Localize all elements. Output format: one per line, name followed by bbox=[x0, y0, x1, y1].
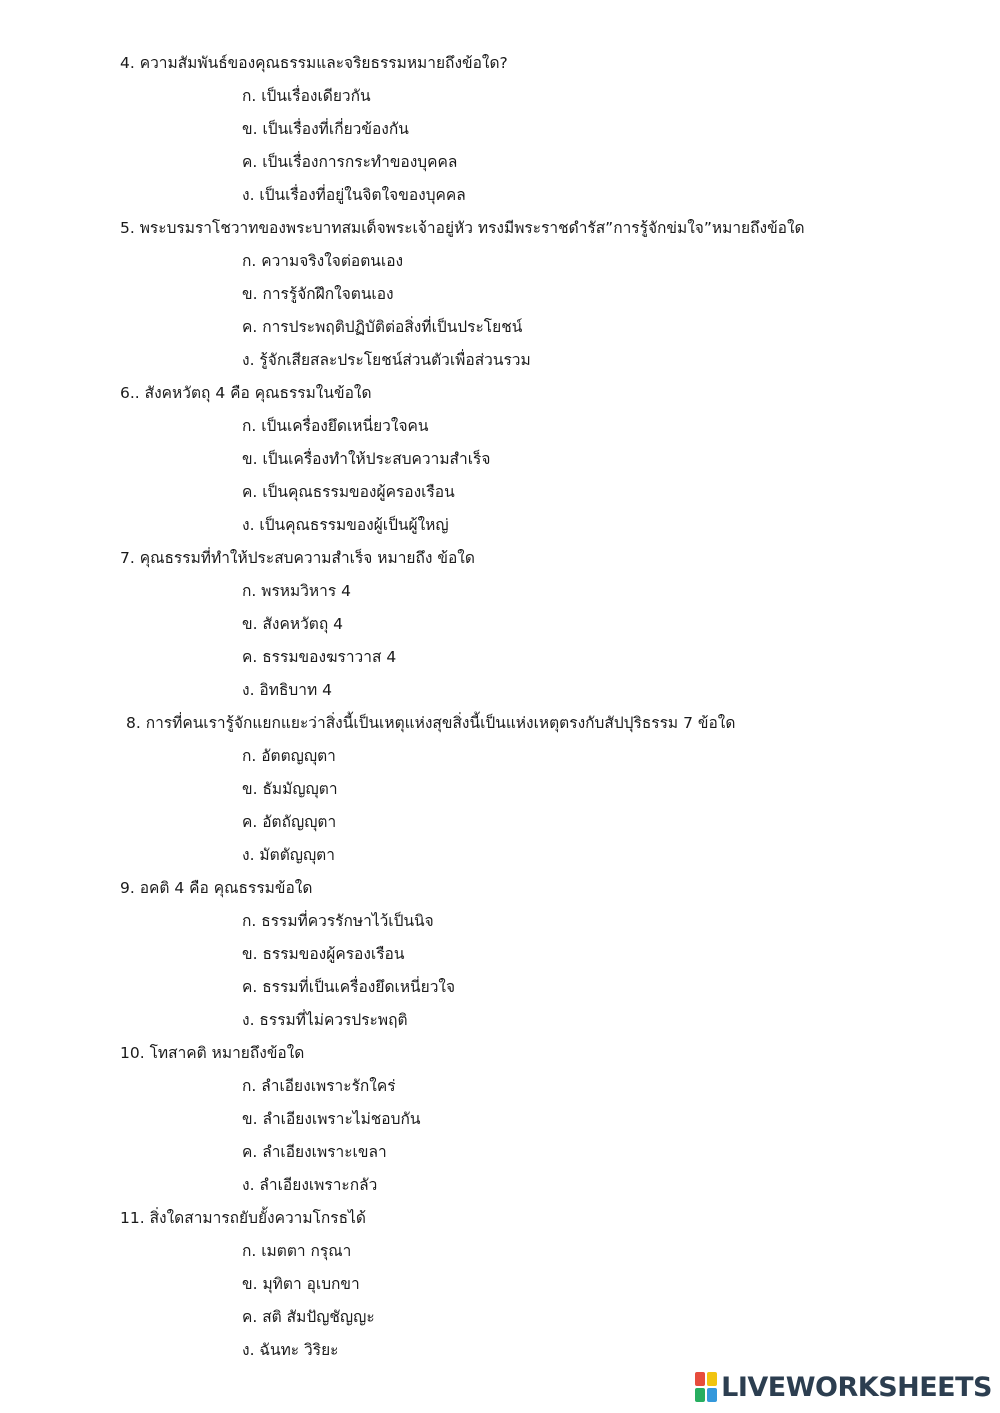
option-9-c: ค. ธรรมที่เป็นเครื่องยึดเหนี่ยวใจ bbox=[242, 978, 456, 996]
option-9-a: ก. ธรรมที่ควรรักษาไว้เป็นนิจ bbox=[242, 912, 434, 930]
option-5-b: ข. การรู้จักฝึกใจตนเอง bbox=[242, 285, 394, 303]
option-8-d: ง. มัตตัญญุตา bbox=[242, 846, 335, 864]
option-5-a: ก. ความจริงใจต่อตนเอง bbox=[242, 252, 404, 270]
option-8-b: ข. ธัมมัญญุตา bbox=[242, 780, 338, 798]
option-11-a: ก. เมตตา กรุณา bbox=[242, 1242, 352, 1260]
logo-mark-square-yellow bbox=[707, 1372, 717, 1386]
option-11-c: ค. สติ สัมปัญชัญญะ bbox=[242, 1308, 375, 1326]
question-4: 4. ความสัมพันธ์ของคุณธรรมและจริยธรรมหมายถึงข้อใด? bbox=[120, 54, 508, 72]
option-11-d: ง. ฉันทะ วิริยะ bbox=[242, 1341, 339, 1359]
option-4-d: ง. เป็นเรื่องที่อยู่ในจิตใจของบุคคล bbox=[242, 186, 466, 204]
liveworksheets-logo bbox=[695, 1369, 992, 1405]
option-6-c: ค. เป็นคุณธรรมของผู้ครองเรือน bbox=[242, 483, 455, 501]
option-8-a: ก. อัตตญญุตา bbox=[242, 747, 336, 765]
option-7-d: ง. อิทธิบาท 4 bbox=[242, 681, 332, 699]
logo-mark-icon bbox=[695, 1372, 717, 1402]
option-6-b: ข. เป็นเครื่องทำให้ประสบความสำเร็จ bbox=[242, 450, 491, 468]
option-10-c: ค. ลำเอียงเพราะเขลา bbox=[242, 1143, 387, 1161]
option-6-d: ง. เป็นคุณธรรมของผู้เป็นผู้ใหญ่ bbox=[242, 516, 449, 534]
question-7: 7. คุณธรรมที่ทำให้ประสบความสำเร็จ หมายถึง ข้อใด bbox=[120, 549, 475, 567]
question-10: 10. โทสาคติ หมายถึงข้อใด bbox=[120, 1044, 305, 1062]
option-7-b: ข. สังคหวัตถุ 4 bbox=[242, 615, 344, 633]
logo-text: LIVEWORKSHEETS bbox=[721, 1371, 992, 1403]
option-5-d: ง. รู้จักเสียสละประโยชน์ส่วนตัวเพื่อส่วนรวม bbox=[242, 351, 531, 369]
option-10-a: ก. ลำเอียงเพราะรักใคร่ bbox=[242, 1077, 396, 1095]
question-11: 11. สิ่งใดสามารถยับยั้งความโกรธได้ bbox=[120, 1209, 366, 1227]
option-4-c: ค. เป็นเรื่องการกระทำของบุคคล bbox=[242, 153, 458, 171]
question-8: 8. การที่คนเรารู้จักแยกแยะว่าสิ่งนี้เป็นเหตุแห่งสุขสิ่งนี้เป็นแห่งเหตุตรงกับสัปปุริธรรม 7 ข้อใด bbox=[126, 714, 736, 732]
option-4-b: ข. เป็นเรื่องที่เกี่ยวข้องกัน bbox=[242, 120, 409, 138]
question-9: 9. อคติ 4 คือ คุณธรรมข้อใด bbox=[120, 879, 313, 897]
option-4-a: ก. เป็นเรื่องเดียวกัน bbox=[242, 87, 371, 105]
option-10-b: ข. ลำเอียงเพราะไม่ชอบกัน bbox=[242, 1110, 421, 1128]
option-6-a: ก. เป็นเครื่องยึดเหนี่ยวใจคน bbox=[242, 417, 429, 435]
option-7-c: ค. ธรรมของฆราวาส 4 bbox=[242, 648, 397, 666]
option-7-a: ก. พรหมวิหาร 4 bbox=[242, 582, 351, 600]
option-9-d: ง. ธรรมที่ไม่ควรประพฤติ bbox=[242, 1011, 408, 1029]
logo-mark-square-green bbox=[695, 1388, 705, 1402]
logo-mark-square-red bbox=[695, 1372, 705, 1386]
option-8-c: ค. อัตถัญญุตา bbox=[242, 813, 337, 831]
question-6: 6.. สังคหวัตถุ 4 คือ คุณธรรมในข้อใด bbox=[120, 384, 372, 402]
option-5-c: ค. การประพฤติปฏิบัติต่อสิ่งที่เป็นประโยชน์ bbox=[242, 318, 523, 336]
option-11-b: ข. มุทิตา อุเบกขา bbox=[242, 1275, 360, 1293]
option-10-d: ง. ลำเอียงเพราะกลัว bbox=[242, 1176, 378, 1194]
option-9-b: ข. ธรรมของผู้ครองเรือน bbox=[242, 945, 405, 963]
question-5: 5. พระบรมราโชวาทของพระบาทสมเด็จพระเจ้าอยู่หัว ทรงมีพระราชดำรัส”การรู้จักข่มใจ”หมายถึงข้อใด bbox=[120, 219, 805, 237]
logo-mark-square-blue bbox=[707, 1388, 717, 1402]
